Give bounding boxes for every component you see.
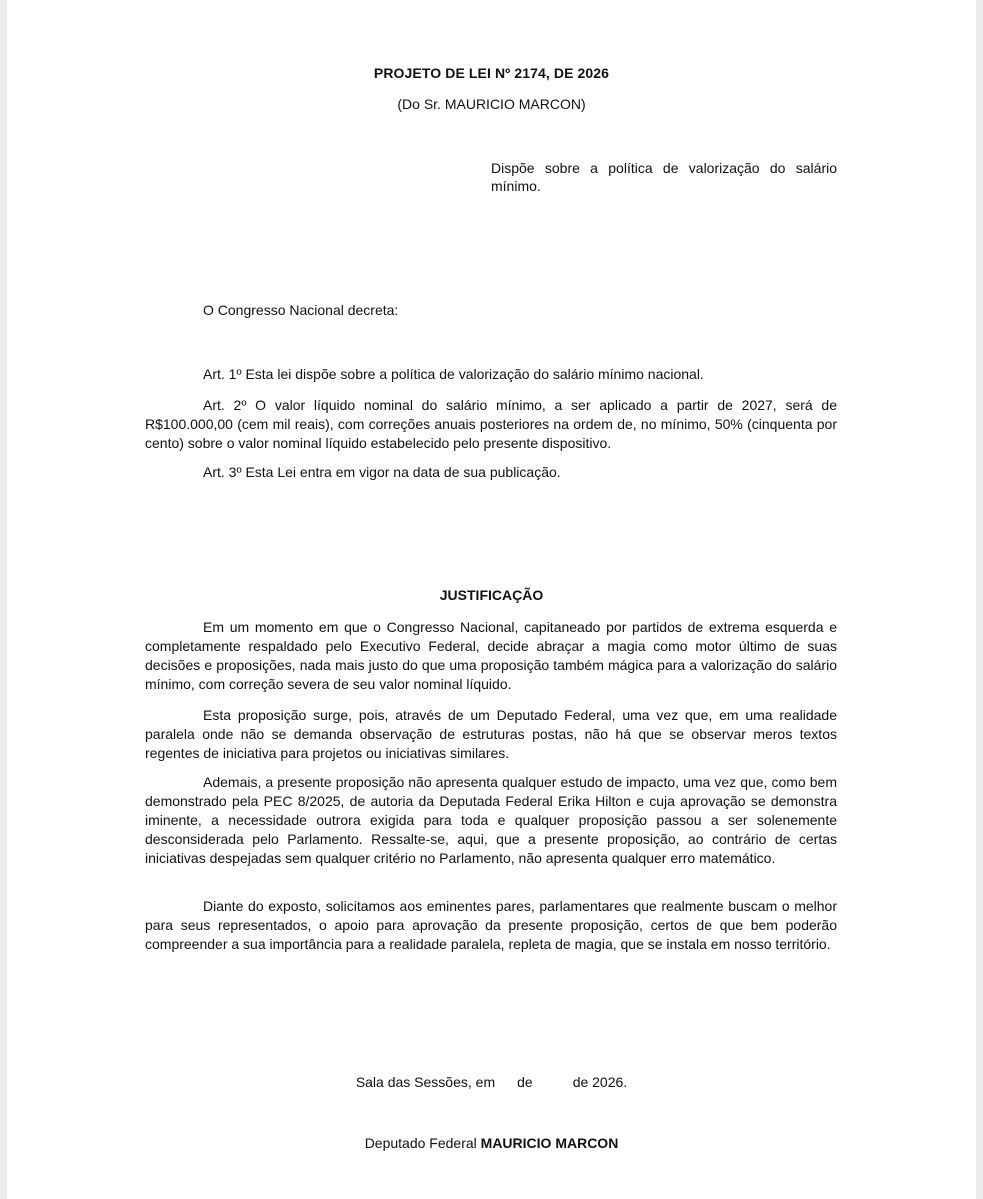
- article-1: Art. 1º Esta lei dispõe sobre a política de valorização do salário mínimo nacional.: [203, 366, 704, 382]
- signature-prefix: Deputado Federal: [364, 1135, 477, 1151]
- session-year: de 2026.: [572, 1074, 628, 1090]
- justification-paragraph-4: Diante do exposto, solicitamos aos eminentes pares, parlamentares que realmente buscam o melhor para seus representados, o apoio para aprovação da presente proposição, certos de que bem poderão compreender a sua importância para a realidade paralela, repleta de magia, que se instala em nosso território.: [145, 898, 837, 952]
- justification-paragraph-1: Em um momento em que o Congresso Nacional, capitaneado por partidos de extrema esquerda e completamente respaldado pelo Executivo Federal, decide abraçar a magia como motor último de suas decisões e proposições, nada mais justo do que uma proposição também mágica para a valorização do salário mínimo, com correção severa de seu valor nominal líquido.: [145, 619, 837, 692]
- bill-summary: Dispõe sobre a política de valorização do salário mínimo.: [491, 160, 837, 194]
- signature-name: MAURICIO MARCON: [480, 1135, 619, 1151]
- enacting-clause: O Congresso Nacional decreta:: [203, 302, 399, 318]
- signature-line: [0, 1135, 983, 1151]
- session-date-line: [0, 1074, 983, 1090]
- session-place: Sala das Sessões, em: [355, 1074, 496, 1090]
- article-3: Art. 3º Esta Lei entra em vigor na data de sua publicação.: [203, 464, 561, 480]
- bill-author: (Do Sr. MAURICIO MARCON): [397, 96, 586, 112]
- article-2: Art. 2º O valor líquido nominal do salário mínimo, a ser aplicado a partir de 2027, será de R$100.000,00 (cem mil reais), com correções anuais posteriores na ordem de, no mínimo, 50% (cinquenta por cento) sobre o valor nominal líquido estabelecido pelo presente dispositivo.: [145, 397, 837, 451]
- session-day-of: de: [517, 1074, 533, 1090]
- bill-title: PROJETO DE LEI Nº 2174, DE 2026: [373, 65, 610, 81]
- justification-paragraph-2: Esta proposição surge, pois, através de um Deputado Federal, uma vez que, em uma realidade paralela onde não se demanda observação de estruturas postas, não há que se observar meros textos regentes de iniciativa para projetos ou iniciativas similares.: [145, 707, 837, 761]
- justification-heading: JUSTIFICAÇÃO: [439, 587, 544, 603]
- justification-paragraph-3: Ademais, a presente proposição não apresenta qualquer estudo de impacto, uma vez que, como bem demonstrado pela PEC 8/2025, de autoria da Deputada Federal Erika Hilton e cuja aprovação se demonstra iminente, a necessidade outrora exigida para toda e qualquer proposição passou a ser solenemente desconsiderada pelo Parlamento. Ressalte-se, aqui, que a presente proposição, ao contrário de certas iniciativas despejadas sem qualquer critério no Parlamento, não apresenta qualquer erro matemático.: [145, 774, 837, 866]
